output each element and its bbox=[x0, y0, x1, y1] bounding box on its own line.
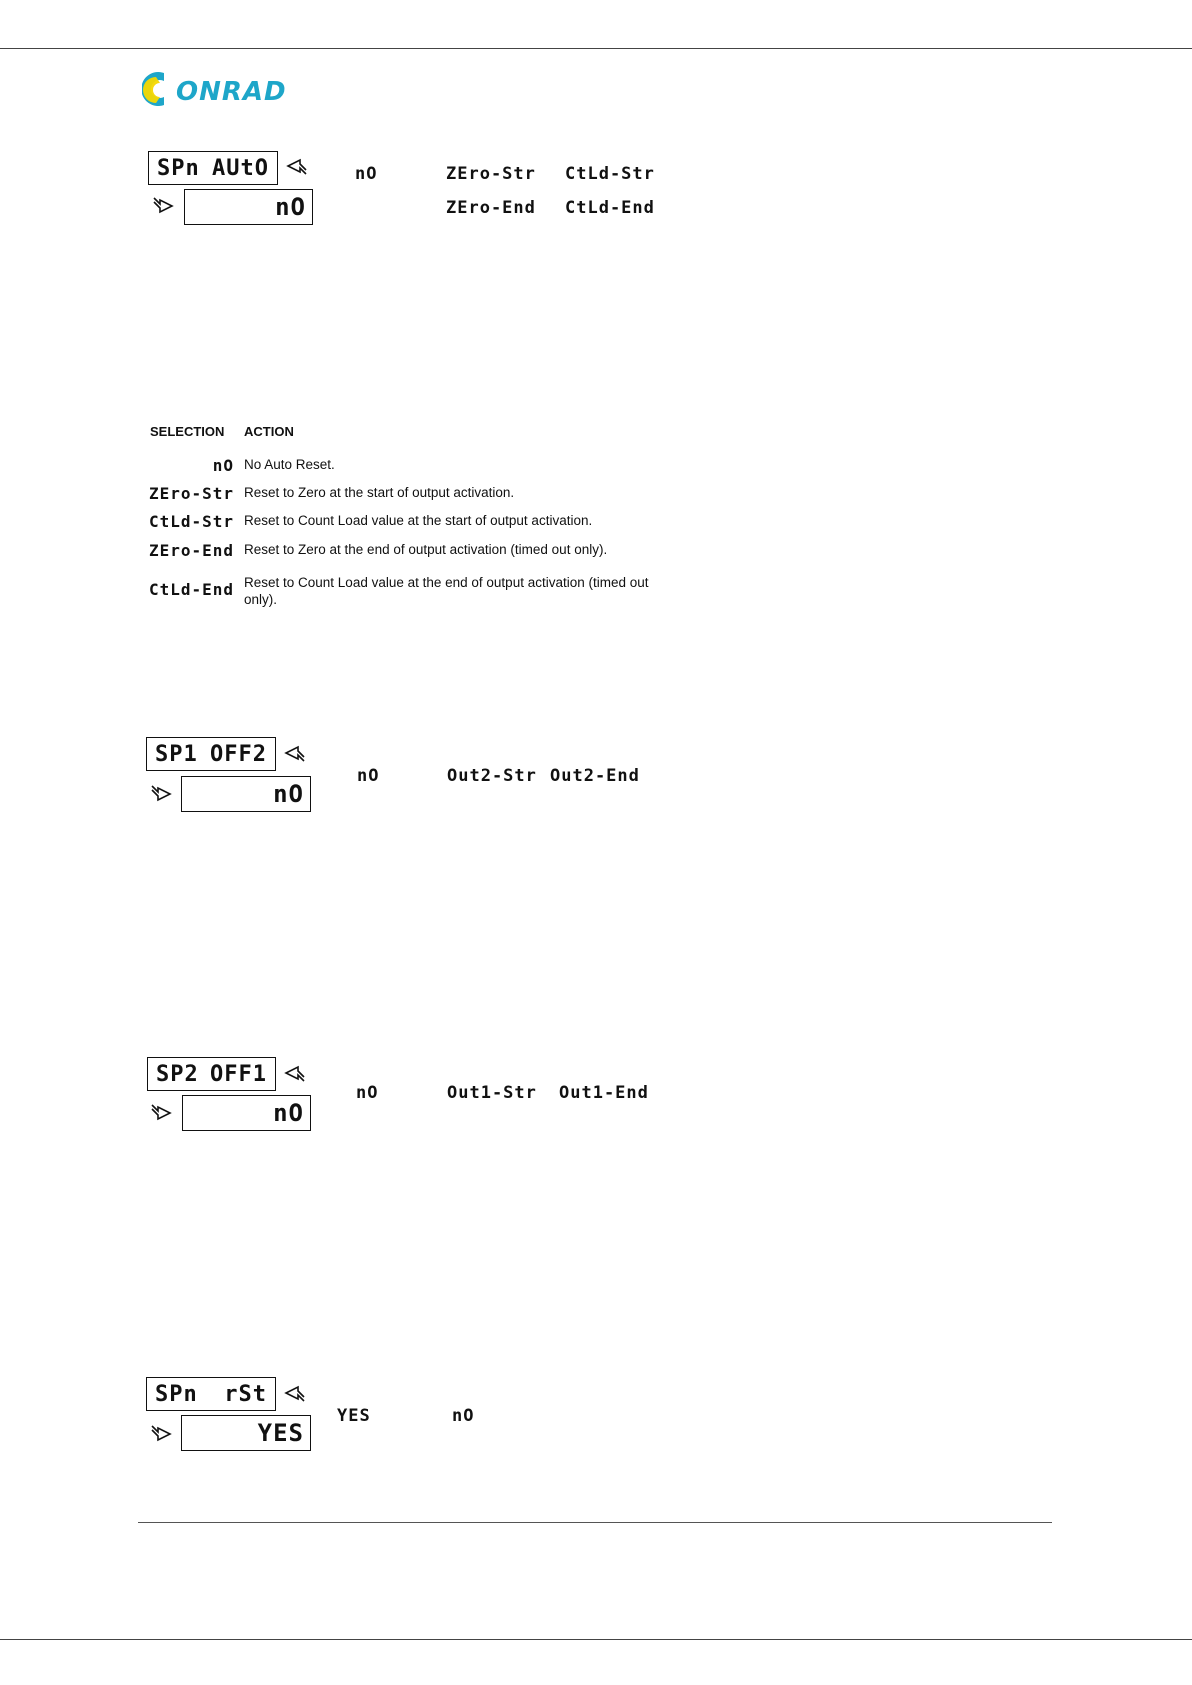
display-rst-param bbox=[146, 1377, 276, 1411]
display-autoreset-value bbox=[184, 189, 313, 225]
action-header: ACTION bbox=[244, 424, 294, 439]
back-arrow-icon[interactable] bbox=[284, 154, 310, 180]
option-no: nO bbox=[355, 164, 378, 184]
display-autoreset-left: SPn bbox=[157, 155, 200, 181]
display-off2-value bbox=[181, 776, 311, 812]
option-ctld-end: CtLd-End bbox=[565, 198, 655, 218]
display-autoreset-value-text: nO bbox=[275, 193, 306, 221]
selection-code: ZEro-End bbox=[148, 541, 234, 560]
display-off2-right: OFF2 bbox=[210, 741, 267, 767]
display-rst-value bbox=[181, 1415, 311, 1451]
header-rule bbox=[0, 48, 1192, 49]
action-text: Reset to Count Load value at the end of output activation (timed out only). bbox=[244, 575, 649, 607]
display-autoreset-right: AUtO bbox=[212, 155, 269, 181]
conrad-logo bbox=[142, 68, 302, 110]
selection-code: ZEro-Str bbox=[148, 484, 234, 503]
display-off2-value-text: nO bbox=[273, 780, 304, 808]
option-out1-end: Out1-End bbox=[559, 1083, 649, 1103]
display-rst-value-text: YES bbox=[257, 1419, 304, 1447]
selection-code: nO bbox=[212, 456, 234, 475]
display-off1-value-text: nO bbox=[273, 1099, 304, 1127]
display-off2-left: SP1 bbox=[155, 741, 198, 767]
selection-code: CtLd-End bbox=[148, 580, 234, 599]
option-out2-end: Out2-End bbox=[550, 766, 640, 786]
display-off1-left: SP2 bbox=[156, 1061, 199, 1087]
forward-arrow-icon[interactable] bbox=[148, 1099, 174, 1125]
display-autoreset-param bbox=[148, 151, 278, 185]
action-text: Reset to Zero at the end of output activation (timed out only). bbox=[244, 542, 608, 557]
option-zero-str: ZEro-Str bbox=[446, 164, 536, 184]
display-rst-left: SPn bbox=[155, 1381, 198, 1407]
display-rst-right: rSt bbox=[224, 1381, 267, 1407]
action-text: Reset to Zero at the start of output activation. bbox=[244, 485, 515, 500]
forward-arrow-icon[interactable] bbox=[148, 1420, 174, 1446]
option-out1-str: Out1-Str bbox=[447, 1083, 537, 1103]
back-arrow-icon[interactable] bbox=[282, 1381, 308, 1407]
selection-code: CtLd-Str bbox=[148, 512, 234, 531]
option-zero-end: ZEro-End bbox=[446, 198, 536, 218]
option-no: nO bbox=[452, 1406, 475, 1426]
back-arrow-icon[interactable] bbox=[282, 1061, 308, 1087]
option-ctld-str: CtLd-Str bbox=[565, 164, 655, 184]
option-no: nO bbox=[357, 766, 380, 786]
footer-rule bbox=[0, 1639, 1192, 1640]
content-divider bbox=[138, 1522, 1052, 1523]
option-yes: YES bbox=[337, 1406, 371, 1426]
display-off1-param bbox=[147, 1057, 276, 1091]
action-text: Reset to Count Load value at the start of output activation. bbox=[244, 513, 593, 528]
forward-arrow-icon[interactable] bbox=[148, 780, 174, 806]
back-arrow-icon[interactable] bbox=[282, 741, 308, 767]
action-text: No Auto Reset. bbox=[244, 457, 335, 472]
display-off2-param bbox=[146, 737, 276, 771]
option-no: nO bbox=[356, 1083, 379, 1103]
display-off1-value bbox=[182, 1095, 311, 1131]
svg-text:ONRAD: ONRAD bbox=[176, 77, 287, 107]
selection-header: SELECTION bbox=[150, 424, 225, 439]
option-out2-str: Out2-Str bbox=[447, 766, 537, 786]
forward-arrow-icon[interactable] bbox=[150, 192, 176, 218]
display-off1-right: OFF1 bbox=[210, 1061, 267, 1087]
